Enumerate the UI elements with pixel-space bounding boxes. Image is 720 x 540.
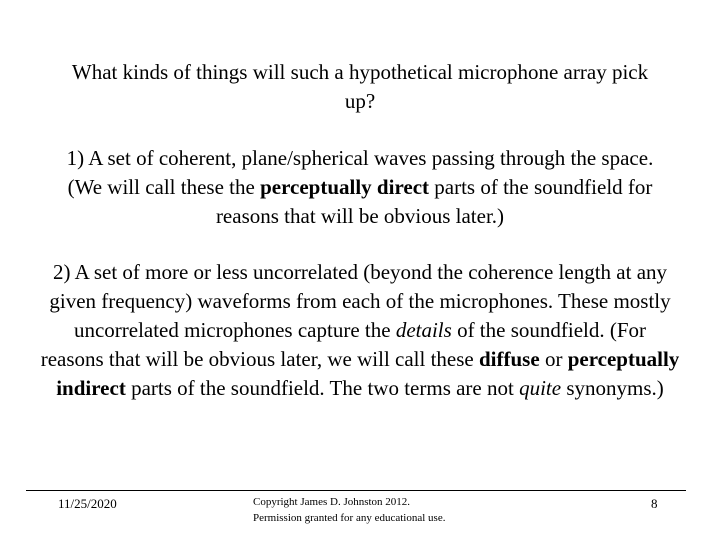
p2-italic-quite: quite <box>519 376 562 400</box>
paragraph-1 <box>50 144 670 231</box>
footer-date: 11/25/2020 <box>58 496 117 511</box>
p2-text-d: parts of the soundfield. The two terms are not <box>125 376 520 400</box>
page-number: 8 <box>651 496 658 511</box>
p2-italic-details: details <box>395 318 452 342</box>
p2-text-e: synonyms.) <box>561 376 664 400</box>
copyright-line-1: Copyright James D. Johnston 2012. <box>253 496 411 508</box>
p2-bold-perceptually-indirect: perceptually indirect <box>56 347 680 400</box>
paragraph-2 <box>40 258 680 403</box>
p2-text-a: 2) A set of more or less uncorrelated (beyond the coherence length at any given frequency) waveforms from each of the microphones. These mostly uncorrelated microphones capture the <box>49 260 671 342</box>
footer-divider <box>26 490 686 491</box>
p2-text-c: or <box>539 347 568 371</box>
p2-bold-diffuse: diffuse <box>479 347 540 371</box>
footer-copyright <box>253 494 445 526</box>
p2-text-b: of the soundfield. (For reasons that will be obvious later, we will call these <box>40 318 647 371</box>
p1-text-c: parts of the soundfield for reasons that will be obvious later.) <box>215 175 653 228</box>
copyright-line-2: Permission granted for any educational use. <box>253 512 446 524</box>
slide-title: What kinds of things will such a hypothetical microphone array pick up? <box>71 60 649 113</box>
p1-text-a: 1) A set of coherent, plane/spherical waves passing through the space. (We will call these the <box>66 146 654 199</box>
p1-bold-perceptually-direct: perceptually direct <box>260 175 430 199</box>
